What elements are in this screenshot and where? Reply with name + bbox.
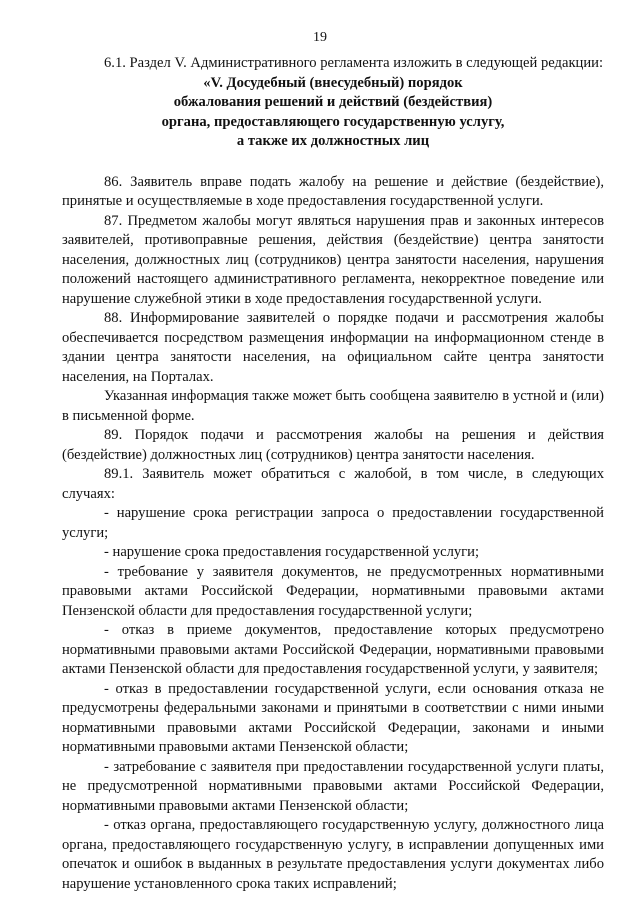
list-item: - отказ в предоставлении государственной услуги, если основания отказа не предусмотрены федеральными законами и принятыми в соответствии с ними иными нормативными правовыми актами Российской Федерации, законами и иными нормативными правовыми актами Пензенской области;: [62, 680, 604, 755]
paragraph-87: 87. Предметом жалобы могут являться нарушения прав и законных интересов заявителей, противоправные решения, действия (бездействие) центра занятости населения, должностных лиц (сотрудников) центра занятости населения, нарушения положений настоящего административного регламента, некорректное поведение или нарушение служебной этики в ходе предоставления государственной услуги.: [62, 212, 604, 307]
paragraph-89: 89. Порядок подачи и рассмотрения жалобы на решения и действия (бездействие) должностных лиц (сотрудников) центра занятости населения.: [62, 427, 604, 463]
paragraph-86: 86. Заявитель вправе подать жалобу на решение и действие (бездействие), принятые и осуществляемые в ходе предоставления государственной услуги.: [62, 173, 604, 209]
section-title-line: обжалования решений и действий (бездействия): [173, 94, 493, 110]
section-title-line: органа, предоставляющего государственную услугу,: [161, 113, 505, 130]
intro-paragraph: 6.1. Раздел V. Административного регламента изложить в следующей редакции:: [104, 55, 604, 71]
section-title-line: а также их должностных лиц: [236, 133, 430, 149]
section-title-line: «V. Досудебный (внесудебный) порядок: [203, 74, 463, 91]
list-item: - нарушение срока регистрации запроса о предоставлении государственной услуги;: [62, 505, 604, 541]
page-number: 19: [313, 30, 327, 45]
section-title: [62, 74, 604, 152]
paragraph-89-1: 89.1. Заявитель может обратиться с жалобой, в том числе, в следующих случаях:: [62, 466, 604, 502]
list-item: - отказ в приеме документов, предоставление которых предусмотрено нормативными правовыми актами Российской Федерации, нормативными правовыми актами Пензенской области для предоставления государственной услуги, у заявителя;: [62, 622, 604, 677]
list-item: - требование у заявителя документов, не предусмотренных нормативными правовыми актами Российской Федерации, нормативными правовыми актами Пензенской области для предоставления государственной услуги;: [62, 563, 604, 619]
list-item: - отказ органа, предоставляющего государственную услугу, должностного лица органа, предоставляющего государственную услугу, в исправлении допущенных ими опечаток и ошибок в выданных в результате предоставления услуги документах либо нарушение установленного срока таких исправлений;: [62, 817, 604, 892]
document-body: [62, 54, 604, 894]
paragraph-88: 88. Информирование заявителей о порядке подачи и рассмотрения жалобы обеспечивается посредством размещения информации на информационном стенде в здании центра занятости населения, на официальном сайте центра занятости населения, на Порталах.: [62, 310, 604, 385]
list-item: - затребование с заявителя при предоставлении государственной услуги платы, не предусмотренной нормативными правовыми актами Российской Федерации, нормативными правовыми актами Пензенской области;: [62, 758, 604, 814]
paragraph-info-note: Указанная информация также может быть сообщена заявителю в устной и (или) в письменной форме.: [62, 388, 604, 424]
list-item: - нарушение срока предоставления государственной услуги;: [104, 544, 480, 560]
